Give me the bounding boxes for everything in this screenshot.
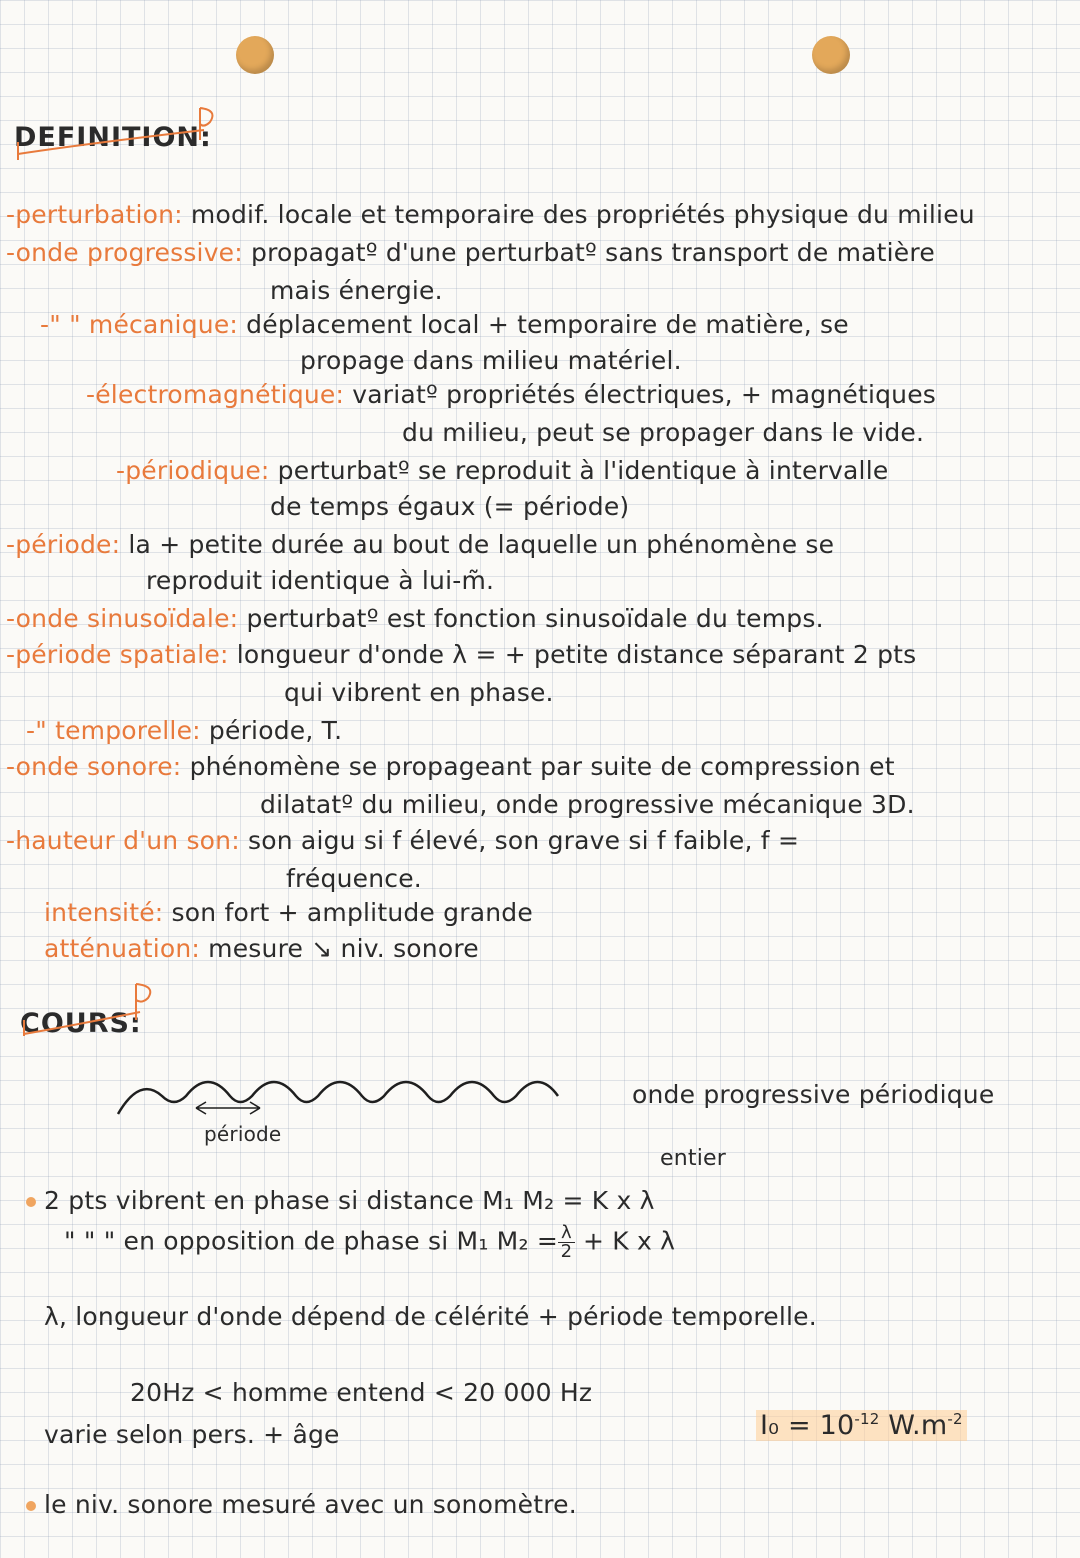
bullet-icon xyxy=(26,1197,36,1207)
definition-line-6: -électromagnétique: variatº propriétés électriques, + magnétiques xyxy=(86,380,937,409)
definition-line-16: -onde sonore: phénomène se propageant par suite de compression et xyxy=(6,752,895,781)
opposition-condition-line: " " " en opposition de phase si M₁ M₂ = $\frac{\lambda}{2}$ + K x λ xyxy=(64,1222,676,1262)
punch-hole-left xyxy=(236,36,274,74)
definition-line-19: fréquence. xyxy=(286,864,422,893)
varies-line: varie selon pers. + âge xyxy=(44,1420,340,1449)
definition-line-11: reproduit identique à lui-m̃. xyxy=(146,566,495,595)
definition-line-9: de temps égaux (= période) xyxy=(270,492,630,521)
definition-heading: DEFINITION: xyxy=(14,122,212,153)
period-label: période xyxy=(204,1122,282,1146)
hearing-range-line: 20Hz < homme entend < 20 000 Hz xyxy=(130,1378,593,1407)
definition-line-5: propage dans milieu matériel. xyxy=(300,346,682,375)
cours-underline-icon xyxy=(10,976,170,1036)
sonometre-line: le niv. sonore mesuré avec un sonomètre. xyxy=(26,1490,577,1519)
definition-line-18: -hauteur d'un son: son aigu si f élevé, son grave si f faible, f = xyxy=(6,826,800,855)
definition-line-8: -périodique: perturbatº se reproduit à l'identique à intervalle xyxy=(116,456,889,485)
punch-hole-right xyxy=(812,36,850,74)
lambda-half-fraction: $\frac{\lambda}{2}$ xyxy=(558,1224,575,1261)
definition-line-15: -" temporelle: période, T. xyxy=(26,716,343,745)
definition-line-17: dilatatº du milieu, onde progressive mécanique 3D. xyxy=(260,790,915,819)
definition-line-3: mais énergie. xyxy=(270,276,443,305)
definition-line-12: -onde sinusoïdale: perturbatº est fonction sinusoïdale du temps. xyxy=(6,604,824,633)
definition-line-21: atténuation: mesure ↘ niv. sonore xyxy=(44,934,479,963)
wave-caption: onde progressive périodique xyxy=(632,1080,995,1109)
definition-line-20: intensité: son fort + amplitude grande xyxy=(44,898,533,927)
cours-heading: COURS: xyxy=(20,1008,142,1039)
definition-line-1: -perturbation: modif. locale et temporaire des propriétés physique du milieu xyxy=(6,200,975,229)
bullet-icon xyxy=(26,1501,36,1511)
phase-condition-line: 2 pts vibrent en phase si distance M₁ M₂ = K x λ xyxy=(26,1186,655,1215)
definition-line-4: -" " mécanique: déplacement local + temporaire de matière, se xyxy=(40,310,849,339)
heading-underline-icon xyxy=(4,100,224,160)
definition-line-10: -période: la + petite durée au bout de laquelle un phénomène se xyxy=(6,530,835,559)
entier-label: entier xyxy=(660,1146,726,1171)
definition-line-7: du milieu, peut se propager dans le vide. xyxy=(402,418,925,447)
lambda-dependency-line: λ, longueur d'onde dépend de célérité + période temporelle. xyxy=(44,1302,817,1331)
definition-line-2: -onde progressive: propagatº d'une perturbatº sans transport de matière xyxy=(6,238,935,267)
progressive-wave-icon xyxy=(110,1066,570,1176)
definition-line-14: qui vibrent en phase. xyxy=(284,678,554,707)
definition-line-13: -période spatiale: longueur d'onde λ = + petite distance séparant 2 pts xyxy=(6,640,917,669)
intensity-reference: $I_0 = 10^{-12}$ $W.m^{-2}$ xyxy=(756,1410,967,1441)
